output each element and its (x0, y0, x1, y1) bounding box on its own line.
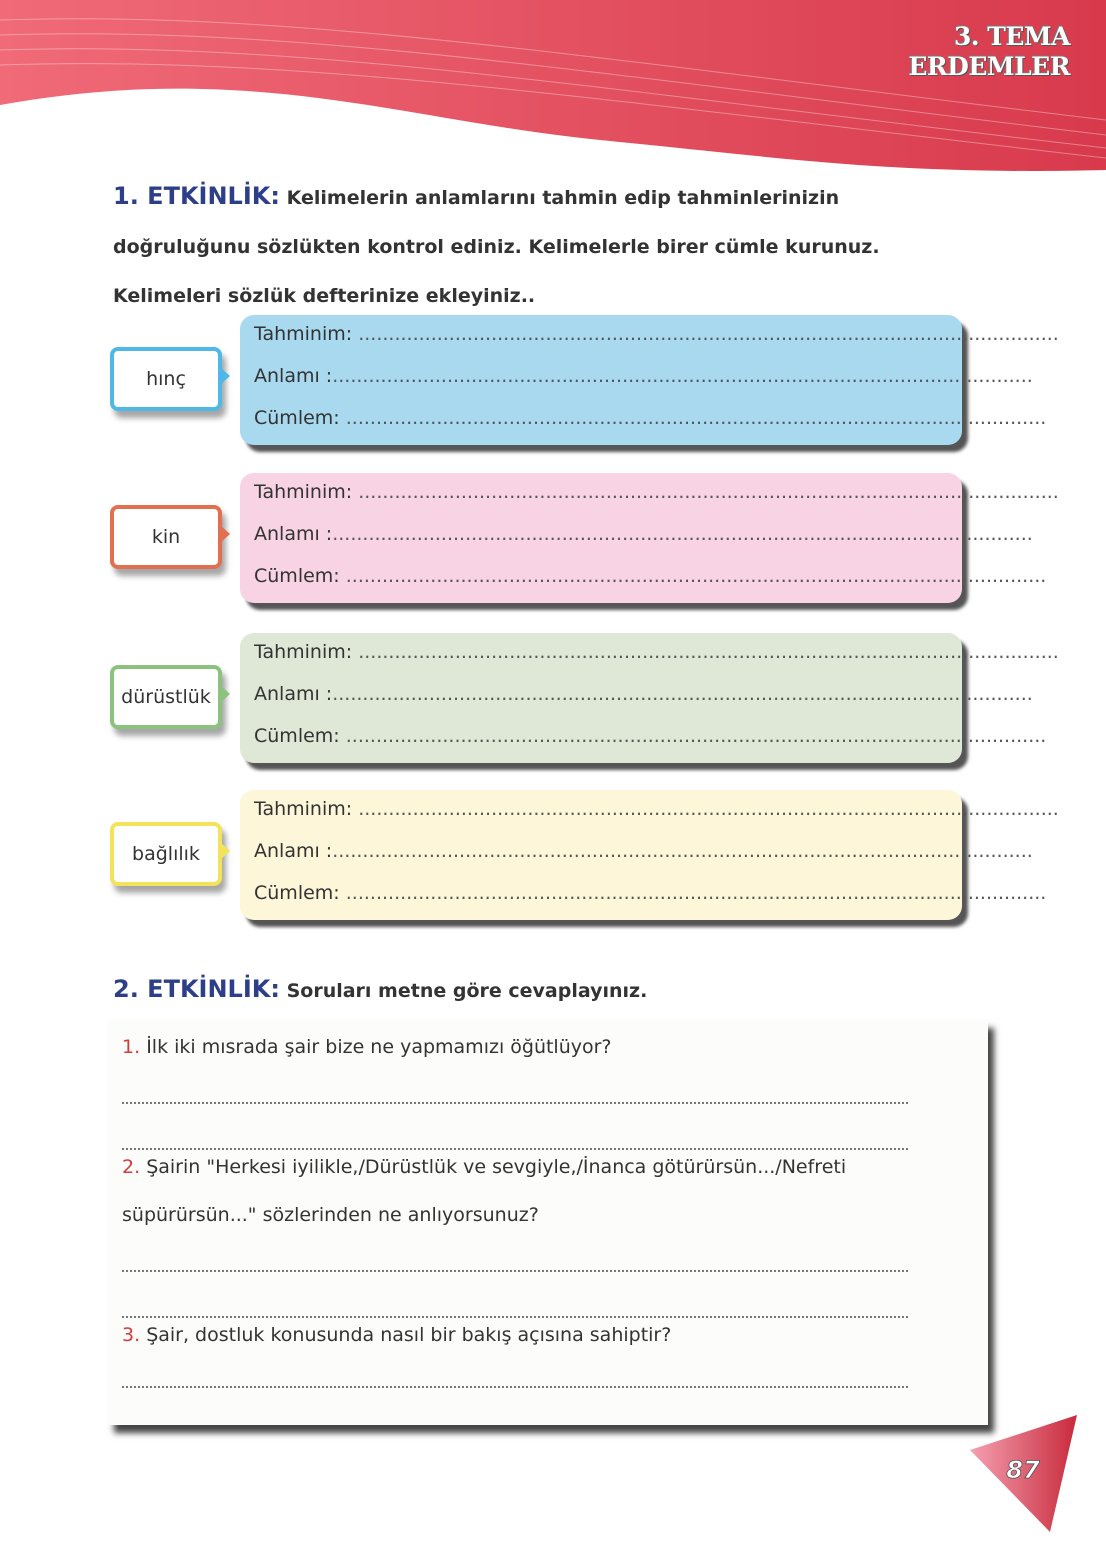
word-label (110, 347, 222, 411)
guess-label: Tahminim: (254, 481, 353, 503)
dotted-line: .................................................................................................................... (345, 725, 1047, 747)
meaning-field[interactable] (254, 365, 1033, 387)
word-panel (240, 633, 1059, 763)
theme-title (908, 22, 1070, 82)
word-row-1 (105, 473, 1059, 613)
dotted-line: .................................................................................................................... (358, 323, 1059, 345)
word-label (110, 822, 222, 886)
guess-field[interactable] (254, 481, 1059, 503)
activity1-intro (113, 172, 973, 321)
question-2 (122, 1156, 846, 1178)
answer-line[interactable] (122, 1386, 908, 1388)
word-row-0 (105, 315, 1059, 455)
question-text: Şair, dostluk konusunda nasıl bir bakış açısına sahiptir? (146, 1324, 672, 1346)
meaning-label: Anlamı : (254, 365, 333, 387)
dotted-line: .................................................................................................................... (332, 365, 1033, 387)
activity2-heading (113, 975, 647, 1003)
word-row-3 (105, 790, 1059, 930)
dotted-line: .................................................................................................................... (345, 565, 1047, 587)
question-number: 3. (122, 1324, 141, 1346)
word-panel (240, 473, 1059, 603)
sentence-field[interactable] (254, 407, 1047, 429)
theme-name: ERDEMLER (908, 52, 1070, 81)
guess-field[interactable] (254, 641, 1059, 663)
meaning-field[interactable] (254, 523, 1033, 545)
word-text: kin (151, 526, 181, 548)
sentence-label: Cümlem: (254, 407, 340, 429)
activity2-label: 2. ETKİNLİK: (113, 975, 280, 1003)
word-label (110, 505, 222, 569)
sentence-label: Cümlem: (254, 565, 340, 587)
question-3 (122, 1324, 671, 1346)
theme-number: 3. TEMA (953, 22, 1070, 51)
question-number: 1. (122, 1036, 141, 1058)
activity1-instruction: Kelimelerin anlamlarını tahmin edip tahminlerinizin doğruluğunu sözlükten kontrol ediniz. Kelimelerle birer cümle kurunuz. Kelimeleri sözlük defterinize ekleyiniz.. (113, 187, 880, 307)
sentence-field[interactable] (254, 725, 1047, 747)
answer-line[interactable] (122, 1102, 908, 1104)
dotted-line: .................................................................................................................... (358, 641, 1059, 663)
page-number: 87 (1006, 1456, 1040, 1484)
sentence-field[interactable] (254, 565, 1047, 587)
activity2-instruction: Soruları metne göre cevaplayınız. (286, 980, 648, 1002)
dotted-line: .................................................................................................................... (345, 407, 1047, 429)
question-1 (122, 1036, 612, 1058)
question-2-continued: süpürürsün..." sözlerinden ne anlıyorsunuz? (122, 1204, 539, 1226)
meaning-field[interactable] (254, 683, 1033, 705)
meaning-label: Anlamı : (254, 840, 333, 862)
word-row-2 (105, 633, 1059, 773)
question-number: 2. (122, 1156, 141, 1178)
questions-box (108, 1020, 988, 1425)
dotted-line: .................................................................................................................... (332, 523, 1033, 545)
sentence-label: Cümlem: (254, 882, 340, 904)
dotted-line: .................................................................................................................... (332, 683, 1033, 705)
meaning-field[interactable] (254, 840, 1033, 862)
answer-line[interactable] (122, 1270, 908, 1272)
word-panel (240, 315, 1059, 445)
answer-line[interactable] (122, 1316, 908, 1318)
answer-line[interactable] (122, 1148, 908, 1150)
dotted-line: .................................................................................................................... (332, 840, 1033, 862)
meaning-label: Anlamı : (254, 523, 333, 545)
guess-label: Tahminim: (254, 641, 353, 663)
word-label (110, 665, 222, 729)
dotted-line: .................................................................................................................... (345, 882, 1047, 904)
word-text: hınç (146, 368, 186, 390)
page-number-badge (965, 1410, 1080, 1535)
sentence-label: Cümlem: (254, 725, 340, 747)
dotted-line: .................................................................................................................... (358, 798, 1059, 820)
guess-field[interactable] (254, 323, 1059, 345)
word-panel (240, 790, 1059, 920)
guess-label: Tahminim: (254, 798, 353, 820)
activity1-label: 1. ETKİNLİK: (113, 182, 280, 210)
meaning-label: Anlamı : (254, 683, 333, 705)
word-text: bağlılık (132, 843, 200, 865)
sentence-field[interactable] (254, 882, 1047, 904)
question-text: Şairin "Herkesi iyilikle,/Dürüstlük ve sevgiyle,/İnanca götürürsün.../Nefreti (146, 1156, 847, 1178)
word-text: dürüstlük (121, 686, 211, 708)
guess-field[interactable] (254, 798, 1059, 820)
guess-label: Tahminim: (254, 323, 353, 345)
dotted-line: .................................................................................................................... (358, 481, 1059, 503)
question-text: İlk iki mısrada şair bize ne yapmamızı öğütlüyor? (146, 1036, 612, 1058)
